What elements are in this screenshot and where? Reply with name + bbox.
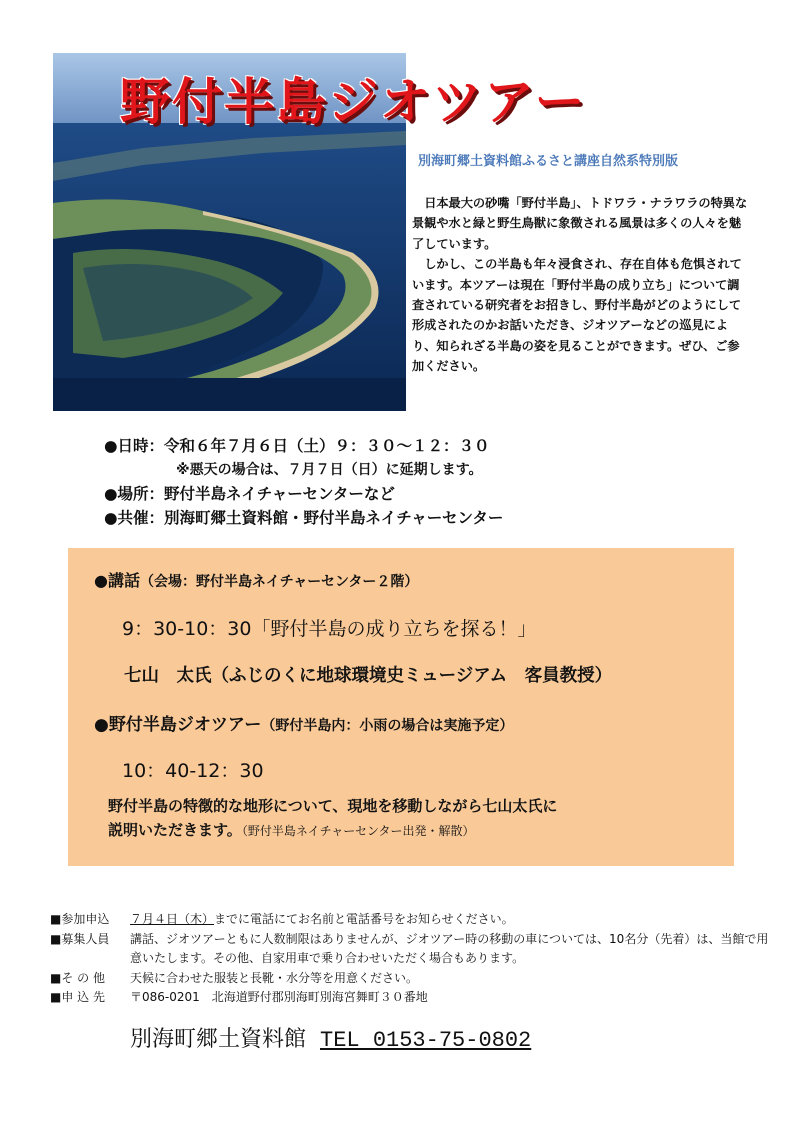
other-label: ■そ の 他	[50, 970, 105, 985]
tour-heading-label: ●野付半島ジオツアー	[94, 715, 262, 735]
page-title: 野付半島ジオツアー	[120, 73, 587, 131]
apply-text: までに電話にてお名前と電話番号をお知らせください。	[214, 912, 514, 926]
tour-desc-line: 野付半島の特徴的な地形について、現地を移動しながら七山太氏に	[108, 797, 558, 815]
event-host: ●共催：別海町郷土資料館・野付半島ネイチャーセンター	[104, 509, 504, 527]
notes-row	[50, 930, 780, 969]
application-notes	[50, 910, 780, 1008]
tour-time: 10：40-12：30	[122, 760, 264, 782]
subtitle: 別海町郷土資料館ふるさと講座自然系特別版	[418, 154, 679, 169]
lecture-heading	[94, 568, 418, 591]
footer-tel[interactable]: TEL 0153-75-0802	[320, 1028, 532, 1053]
footer-org: 別海町郷土資料館	[130, 1027, 307, 1052]
notes-row	[50, 910, 780, 930]
event-place: ●場所：野付半島ネイチャーセンターなど	[104, 485, 395, 503]
lecture-venue: （会場：野付半島ネイチャーセンター２階）	[139, 574, 419, 590]
tour-description	[108, 794, 557, 843]
contact-text: 〒086-0201 北海道野付郡別海町別海宮舞町３０番地	[130, 990, 428, 1005]
tour-desc-line	[108, 818, 557, 843]
event-date-note: ※悪天の場合は、７月７日（日）に延期します。	[176, 462, 483, 478]
intro-paragraph: 日本最大の砂嘴「野付半島」、トドワラ・ナラワラの特異な景観や水と緑と野生鳥獣に象徴される風景は多くの人々を魅了しています。	[412, 196, 748, 251]
tour-desc-small: （野付半島ネイチャーセンター出発・解散）	[241, 824, 475, 838]
program-box	[68, 548, 734, 866]
event-date: ●日時：令和６年７月６日（土）９：３０～１２：３０	[104, 437, 490, 455]
lecturer: 七山 太氏（ふじのくに地球環境史ミュージアム 客員教授）	[124, 666, 613, 686]
intro-text	[412, 193, 748, 377]
footer-contact	[130, 1022, 531, 1053]
apply-value	[130, 910, 780, 930]
apply-date: ７月４日（木）	[130, 912, 215, 926]
tour-desc-text: 説明いただきます。	[108, 821, 242, 839]
notes-row	[50, 969, 780, 989]
tour-note: （野付半島内：小雨の場合は実施予定）	[261, 718, 514, 734]
event-info	[104, 434, 503, 530]
capacity-label: ■募集人員	[50, 931, 110, 946]
apply-label: ■参加申込	[50, 912, 110, 926]
intro-paragraph: しかし、この半島も年々浸食され、存在自体も危惧されています。本ツアーは現在「野付半島の成り立ち」について調査されている研究者をお招きし、野付半島がどのようにして形成されたのかお話いただき、ジオツアーなどの巡見により、知られざる半島の姿を見ることができます。ぜひ、ご参加ください。	[412, 257, 742, 374]
capacity-text: 講話、ジオツアーともに人数制限はありませんが、ジオツアー時の移動の車については、10名分（先着）は、当館で用意いたします。その他、自家用車で乗り合わせいただく場合もあります。	[130, 931, 769, 966]
other-text: 天候に合わせた服装と長靴・水分等を用意ください。	[130, 970, 419, 985]
tour-heading	[94, 710, 513, 735]
notes-row	[50, 988, 780, 1008]
lecture-time: 9：30-10：30「野付半島の成り立ちを探る！」	[122, 618, 537, 640]
contact-label: ■申 込 先	[50, 990, 105, 1005]
lecture-heading-label: ●講話	[94, 571, 140, 590]
